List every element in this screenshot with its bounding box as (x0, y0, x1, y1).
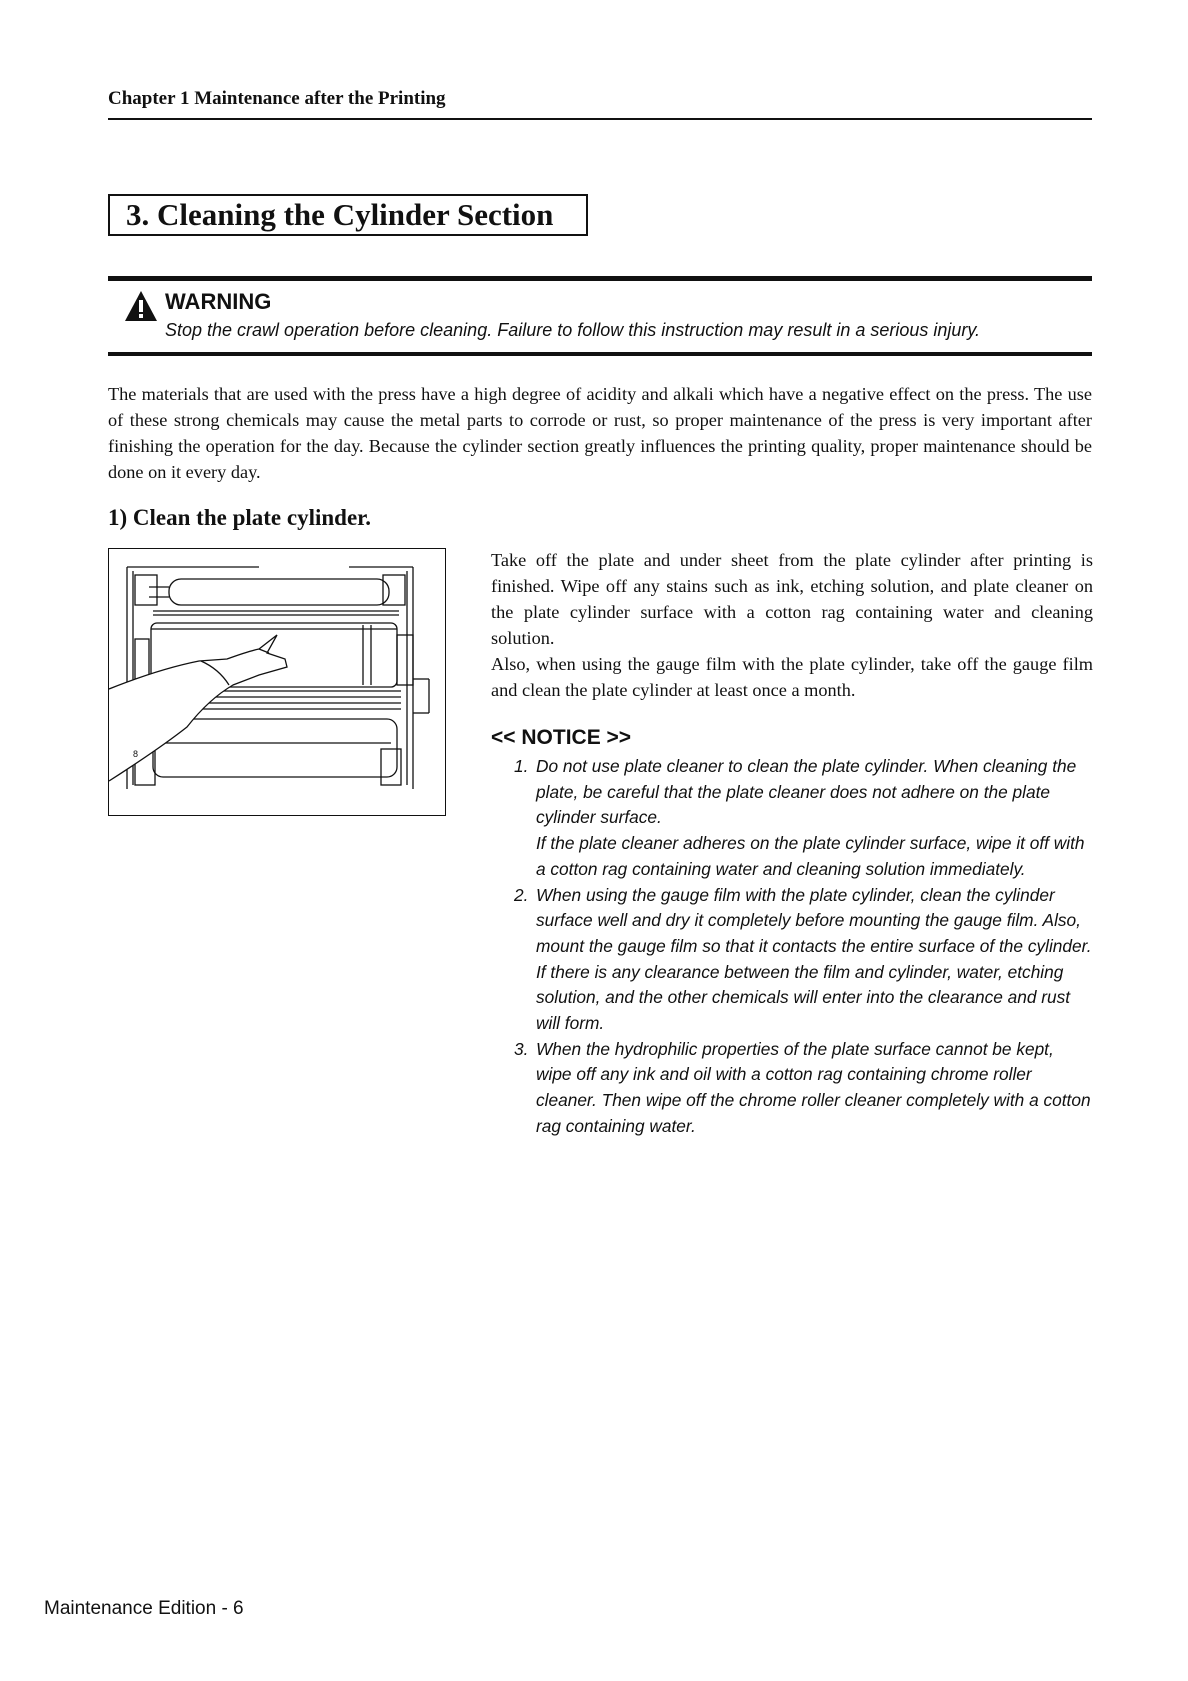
warning-title: WARNING (165, 289, 272, 314)
step-heading: 1) Clean the plate cylinder. (108, 505, 371, 530)
notice-list (514, 754, 1094, 1140)
notice-item-number: 1. (514, 756, 529, 776)
figure-label: 8 (133, 749, 139, 759)
step-paragraph-2: Also, when using the gauge film with the plate cylinder, take off the gauge film and clean the plate cylinder at least once a month. (491, 654, 1093, 700)
warning-text: Stop the crawl operation before cleaning. Failure to follow this instruction may result in a serious injury. (165, 320, 981, 340)
step-paragraph-1: Take off the plate and under sheet from the plate cylinder after printing is finished. Wipe off any stains such as ink, etching solution, and plate cleaner on the plate cylinder surface with a cotton rag containing water and cleaning solution. (491, 550, 1093, 648)
notice-item-text: Do not use plate cleaner to clean the plate cylinder. When cleaning the plate, be careful that the plate cleaner does not adhere on the plate cylinder surface. (536, 756, 1077, 828)
notice-item-text-continued: If the plate cleaner adheres on the plate cylinder surface, wipe it off with a cotton rag containing water and cleaning solution immediately. (536, 833, 1085, 879)
section-title: 3. Cleaning the Cylinder Section (108, 194, 588, 236)
warning-rule-top (108, 276, 1092, 281)
page-footer: Maintenance Edition - 6 (44, 1598, 244, 1619)
notice-item-number: 3. (514, 1038, 529, 1059)
intro-paragraph: The materials that are used with the press have a high degree of acidity and alkali which have a negative effect on the press. The use of these strong chemicals may cause the metal parts to corrode or rust, so proper maintenance of the press is very important after finishing the operation for the day. Because the cylinder section greatly influences the printing quality, proper maintenance should be done on it every day. (108, 384, 1092, 482)
notice-item-number: 2. (514, 884, 529, 905)
notice-item (514, 754, 1094, 883)
warning-triangle-icon (124, 290, 158, 322)
notice-item (514, 1037, 1094, 1140)
warning-rule-bottom (108, 352, 1092, 356)
notice-item-text: When using the gauge film with the plate cylinder, clean the cylinder surface well and dry it completely before mounting the gauge film. Also, mount the gauge film so that it contacts the entire surface of the cylinder. If there is any clearance between the film and cylinder, water, etching solution, and the other chemicals will enter into the clearance and rust will form. (536, 884, 1092, 1034)
notice-item (514, 883, 1094, 1037)
plate-cylinder-illustration (108, 548, 446, 816)
notice-title: << NOTICE >> (491, 726, 632, 749)
step-body (491, 547, 1093, 703)
notice-item-text: When the hydrophilic properties of the plate surface cannot be kept, wipe off any ink and oil with a cotton rag containing chrome roller cleaner. Then wipe off the chrome roller cleaner completely with a cotton rag containing water. (536, 1038, 1091, 1136)
header-rule (108, 118, 1092, 120)
chapter-header: Chapter 1 Maintenance after the Printing (108, 88, 446, 109)
